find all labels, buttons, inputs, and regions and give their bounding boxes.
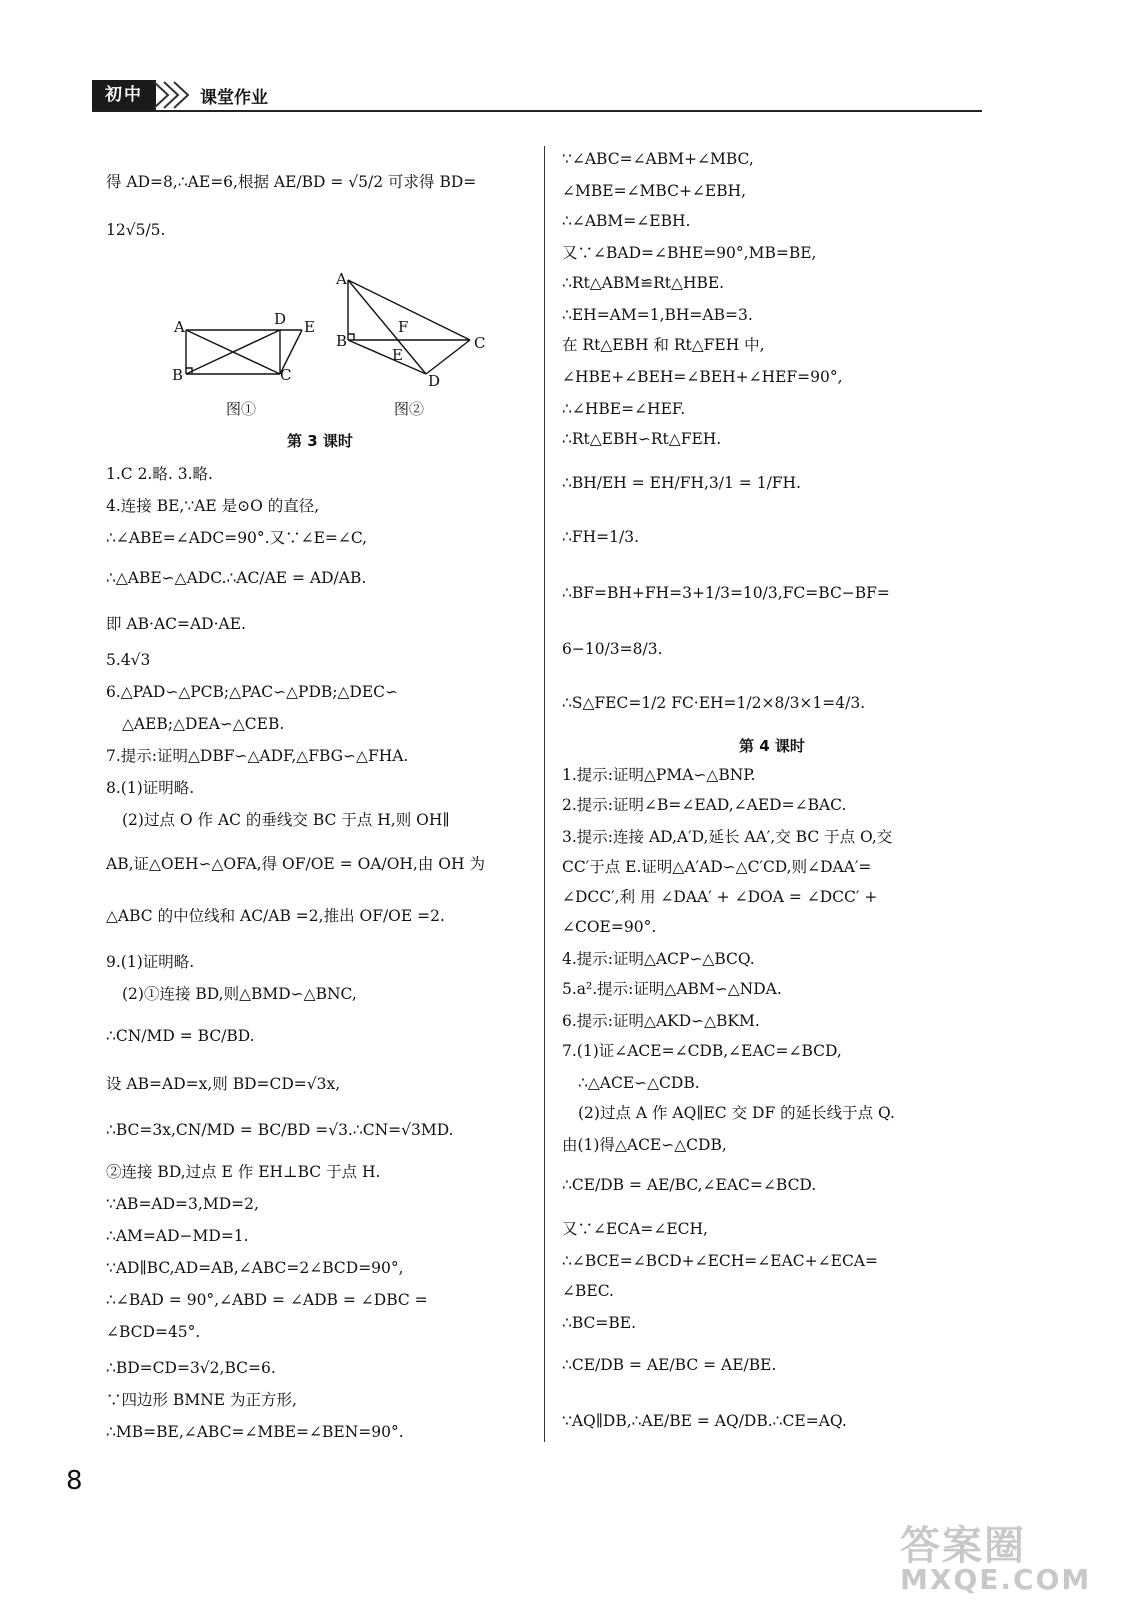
- answer-line: 7.提示:证明△DBF∽△ADF,△FBG∽△FHA.: [106, 747, 409, 765]
- answer-line: ∴FH=1/3.: [562, 528, 639, 546]
- answer-line: 得 AD=8,∴AE=6,根据 AE/BD = √5/2 可求得 BD=: [106, 173, 477, 191]
- answer-line: 2.提示:证明∠B=∠EAD,∠AED=∠BAC.: [562, 796, 847, 814]
- answer-line: 设 AB=AD=x,则 BD=CD=√3x,: [106, 1075, 341, 1093]
- answer-line: ∵AD∥BC,AD=AB,∠ABC=2∠BCD=90°,: [106, 1259, 404, 1277]
- watermark: [900, 1514, 1091, 1596]
- answer-line: ∠COE=90°.: [562, 918, 657, 936]
- answer-line: ∴∠BAD = 90°,∠ABD = ∠ADB = ∠DBC =: [106, 1291, 428, 1309]
- answer-line: ∵四边形 BMNE 为正方形,: [106, 1391, 297, 1409]
- answer-line: 7.(1)证∠ACE=∠CDB,∠EAC=∠BCD,: [562, 1042, 842, 1060]
- answer-line: ∠MBE=∠MBC+∠EBH,: [562, 182, 747, 200]
- figure-1-caption: 图①: [226, 400, 257, 418]
- answer-line: 6.△PAD∽△PCB;△PAC∽△PDB;△DEC∽: [106, 683, 399, 701]
- geometry-figures: [168, 268, 498, 420]
- answer-line: ∠DCC′,利 用 ∠DAA′ + ∠DOA = ∠DCC′ +: [562, 888, 878, 906]
- answer-line: ∴EH=AM=1,BH=AB=3.: [562, 306, 753, 324]
- answer-line: 5.a².提示:证明△ABM∽△NDA.: [562, 980, 782, 998]
- figure-2: [348, 280, 470, 374]
- header-rule: [92, 110, 982, 112]
- answer-line: △ABC 的中位线和 AC/AB =2,推出 OF/OE =2.: [106, 907, 445, 925]
- answer-line: ∴Rt△EBH∽Rt△FEH.: [562, 430, 722, 448]
- answer-line: ∴MB=BE,∠ABC=∠MBE=∠BEN=90°.: [106, 1423, 404, 1441]
- answer-line: 6.提示:证明△AKD∽△BKM.: [562, 1012, 760, 1030]
- answer-line: 即 AB·AC=AD·AE.: [106, 615, 246, 633]
- answer-line: ∴BF=BH+FH=3+1/3=10/3,FC=BC−BF=: [562, 584, 890, 602]
- figures: A B C D E A B C D E F 图① 图②: [168, 268, 498, 420]
- answer-line: 5.4√3: [106, 651, 151, 669]
- answer-line: ∴∠BCE=∠BCD+∠ECH=∠EAC+∠ECA=: [562, 1252, 878, 1270]
- answer-line: AB,证△OEH∽△OFA,得 OF/OE = OA/OH,由 OH 为: [106, 855, 485, 873]
- answer-line: 8.(1)证明略.: [106, 779, 195, 797]
- answer-line: CC′于点 E.证明△A′AD∽△C′CD,则∠DAA′=: [562, 858, 872, 876]
- figure-2-caption: 图②: [394, 400, 425, 418]
- grade-badge: 初中: [92, 80, 156, 110]
- answer-line: ∴∠HBE=∠HEF.: [562, 400, 686, 418]
- answer-line: ∵AQ∥DB,∴AE/BE = AQ/DB.∴CE=AQ.: [562, 1412, 847, 1430]
- page-number: 8: [66, 1466, 83, 1496]
- answer-line: ∴BH/EH = EH/FH,3/1 = 1/FH.: [562, 474, 801, 492]
- answer-line: ∴CE/DB = AE/BC = AE/BE.: [562, 1356, 777, 1374]
- answer-line: ∴AM=AD−MD=1.: [106, 1227, 249, 1245]
- section-title: 课堂作业: [200, 88, 268, 108]
- answer-line: 4.提示:证明△ACP∽△BCQ.: [562, 950, 755, 968]
- answer-line: 12√5/5.: [106, 221, 166, 239]
- answer-line: ∠HBE+∠BEH=∠BEH+∠HEF=90°,: [562, 368, 843, 386]
- answer-line: ∵AB=AD=3,MD=2,: [106, 1195, 259, 1213]
- answer-line: 在 Rt△EBH 和 Rt△FEH 中,: [562, 336, 765, 354]
- answer-line: ∴S△FEC=1/2 FC·EH=1/2×8/3×1=4/3.: [562, 694, 866, 712]
- answer-line: ∴△ACE∽△CDB.: [578, 1074, 700, 1092]
- answer-line: 由(1)得△ACE∽△CDB,: [562, 1136, 727, 1154]
- answer-line: (2)过点 O 作 AC 的垂线交 BC 于点 H,则 OH∥: [122, 811, 450, 829]
- watermark-bottom: MXQE.COM: [900, 1563, 1092, 1596]
- answer-line: ∴Rt△ABM≌Rt△HBE.: [562, 274, 725, 292]
- answer-line: 3.提示:连接 AD,A′D,延长 AA′,交 BC 于点 O,交: [562, 828, 893, 846]
- answer-line: ∴∠ABM=∠EBH.: [562, 212, 691, 230]
- answer-line: ∴CE/DB = AE/BC,∠EAC=∠BCD.: [562, 1176, 817, 1194]
- double-chevron-icon: [150, 80, 196, 110]
- answer-line: 1.提示:证明△PMA∽△BNP.: [562, 766, 756, 784]
- answer-line: (2)①连接 BD,则△BMD∽△BNC,: [122, 985, 357, 1003]
- answer-line: (2)过点 A 作 AQ∥EC 交 DF 的延长线于点 Q.: [578, 1104, 895, 1122]
- watermark-top: 答案圈: [900, 1523, 1026, 1569]
- answer-line: 9.(1)证明略.: [106, 953, 195, 971]
- answer-line: ∵∠ABC=∠ABM+∠MBC,: [562, 150, 754, 168]
- answer-line: ∴BC=BE.: [562, 1314, 637, 1332]
- answer-line: ∴BC=3x,CN/MD = BC/BD =√3.∴CN=√3MD.: [106, 1121, 454, 1139]
- answer-line: 又∵∠ECA=∠ECH,: [562, 1220, 708, 1238]
- answer-line: 1.C 2.略. 3.略.: [106, 465, 213, 483]
- answer-line: ∴CN/MD = BC/BD.: [106, 1027, 255, 1045]
- answer-line: 又∵∠BAD=∠BHE=90°,MB=BE,: [562, 244, 817, 262]
- answer-line: ∴BD=CD=3√2,BC=6.: [106, 1359, 276, 1377]
- answer-line: △AEB;△DEA∽△CEB.: [122, 715, 285, 733]
- answer-line: 4.连接 BE,∵AE 是⊙O 的直径,: [106, 497, 320, 515]
- answer-line: 6−10/3=8/3.: [562, 640, 663, 658]
- page-header: [92, 80, 982, 112]
- answer-line: ∴∠ABE=∠ADC=90°.又∵∠E=∠C,: [106, 529, 368, 547]
- answer-line: ∠BEC.: [562, 1282, 614, 1300]
- section-heading: 第 4 课时: [739, 737, 805, 755]
- answer-line: ∠BCD=45°.: [106, 1323, 201, 1341]
- section-heading: 第 3 课时: [287, 432, 353, 450]
- column-divider: [544, 146, 545, 1442]
- answer-line: ②连接 BD,过点 E 作 EH⊥BC 于点 H.: [106, 1163, 381, 1181]
- answer-line: ∴△ABE∽△ADC.∴AC/AE = AD/AB.: [106, 569, 367, 587]
